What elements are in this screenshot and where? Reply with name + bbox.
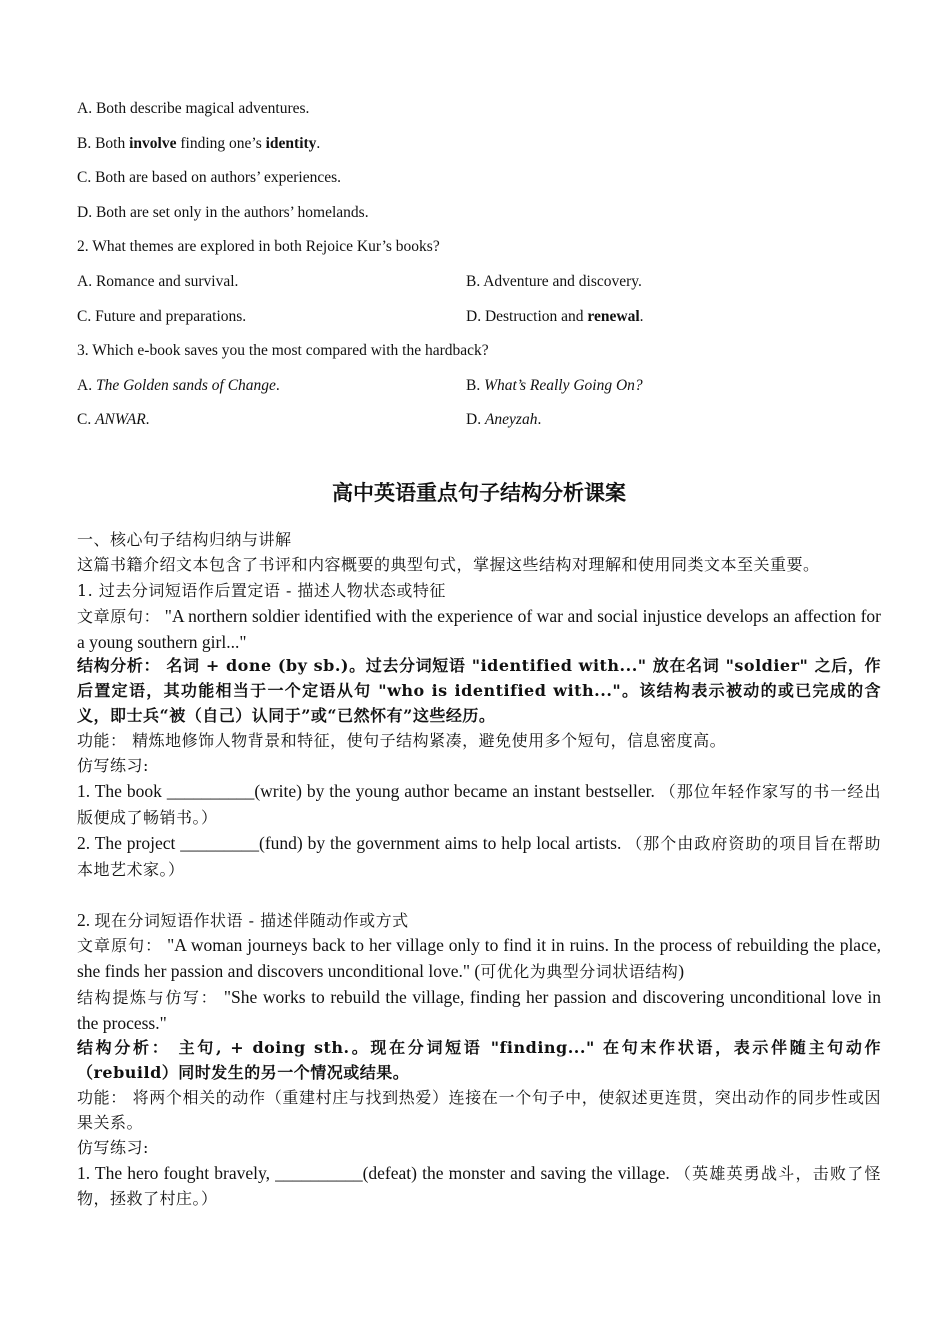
original-sentence: "A northern soldier identified with the experience of war and social injustice develops an affection for a young southern girl..." [77, 605, 881, 652]
q1-option-c-text: C. Both are based on authors’ experiences. [77, 169, 341, 187]
q2-options-row-2 [77, 300, 881, 335]
q2-option-d-end: . [639, 307, 644, 325]
q3-option-d [466, 403, 541, 438]
q3-option-c [77, 403, 466, 438]
structure-2-heading [77, 908, 881, 934]
original-note: 可优化为典型分词状语结构 [480, 962, 679, 982]
q1-option-b-prefix: B. Both [77, 134, 130, 152]
structure-2-analysis: 结构分析： 主句, + doing sth.。现在分词短语 "finding..." 在句末作状语，表示伴随主句动作（rebuild）同时发生的另一个情况或结果。 [77, 1038, 881, 1082]
q3-option-c-prefix: C. [77, 411, 96, 429]
q3-options-row-1 [77, 369, 881, 404]
structure-1-analysis: 结构分析： 名词 + done (by sb.)。过去分词短语 "identified with..." 放在名词 "soldier" 之后，作后置定语，其功能相当于一个定语从句 "who is identified with..."。该结构表示被动的或已完成的含义，即士兵“被（自己）认同于”或“已然怀有”这些经历。 [77, 656, 881, 726]
structure-1-exercise-1 [77, 779, 881, 831]
blank-line [77, 883, 881, 908]
document-page [77, 92, 881, 1212]
q2-option-d-prefix: D. Destruction and [466, 307, 588, 325]
q3-option-d-title: Aneyzah [484, 411, 538, 429]
structure-2-refined [77, 985, 881, 1036]
structure-1-practice-label: 仿写练习: [77, 756, 149, 776]
q1-option-b-middle: finding one’s [176, 134, 266, 152]
structure-1-heading [77, 578, 881, 604]
bold-word-renewal: renewal [587, 307, 640, 325]
structure-2-heading-text: 现在分词短语作状语 - 描述伴随动作或方式 [94, 910, 409, 930]
original-note-end: ) [678, 961, 685, 982]
lesson-body [77, 528, 881, 1212]
q1-option-b-end: . [316, 134, 321, 152]
structure-1-original [77, 604, 881, 655]
q3-option-b-title: What’s Really Going On? [484, 376, 643, 394]
structure-1-heading-text: 1. 过去分词短语作后置定语 - 描述人物状态或特征 [77, 580, 446, 600]
structure-2-practice-label: 仿写练习: [77, 1137, 149, 1157]
q3-stem-text: 3. Which e-book saves you the most compared with the hardback? [77, 342, 489, 360]
exercise-1-translation: （那位年轻作家写的书一经出版便成了畅销书。） [77, 782, 881, 827]
structure-1-exercise-2 [77, 831, 881, 883]
intro-paragraph: 这篇书籍介绍文本包含了书评和内容概要的典型句式，掌握这些结构对理解和使用同类文本至关重要。 [77, 554, 820, 574]
q1-option-c [77, 161, 881, 196]
q3-option-b-prefix: B. [466, 376, 485, 394]
q3-option-a [77, 369, 466, 404]
structure-2-function: 功能： 将两个相关的动作（重建村庄与找到热爱）连接在一个句子中，使叙述更连贯，突出动作的同步性或因果关系。 [77, 1087, 881, 1132]
bold-word-involve: involve [129, 134, 177, 152]
q1-option-d [77, 196, 881, 231]
q1-option-a [77, 92, 881, 127]
original-label: 文章原句： [77, 606, 161, 626]
q1-option-a-text: A. Both describe magical adventures. [77, 100, 310, 117]
q2-option-d [466, 300, 644, 335]
q3-option-c-title: ANWAR [95, 411, 146, 429]
original-sentence: "A woman journeys back to her village only to find it in ruins. In the process of rebuilding the place, she finds her passion and discovers unconditional love." ( [77, 935, 881, 982]
exercise-2-sentence: 2. The project _________(fund) by the government aims to help local artists. [77, 832, 627, 853]
q3-option-c-end: . [145, 411, 150, 429]
refined-sentence: "She works to rebuild the village, finding her passion and discovering unconditional love in the process." [77, 987, 881, 1034]
q2-options-row-1 [77, 265, 881, 300]
q2-option-a: A. Romance and survival. [77, 272, 239, 290]
lesson-title: 高中英语重点句子结构分析课案 [332, 480, 626, 505]
section-heading: 一、核心句子结构归纳与讲解 [77, 529, 292, 549]
q3-option-a-title: The Golden sands of Change [95, 376, 276, 394]
original-label: 文章原句： [77, 936, 163, 956]
q2-stem-text: 2. What themes are explored in both Rejoice Kur’s books? [77, 238, 440, 256]
q2-option-b: B. Adventure and discovery. [466, 272, 642, 290]
q1-option-d-text: D. Both are set only in the authors’ homelands. [77, 203, 369, 221]
q2-stem [77, 230, 881, 265]
q3-option-d-end: . [537, 411, 542, 429]
exercise-1-translation: （英雄英勇战斗，击败了怪物，拯救了村庄。） [77, 1163, 881, 1209]
structure-2-number: 2. [77, 909, 95, 930]
q3-options-row-2 [77, 403, 881, 438]
q3-stem [77, 334, 881, 369]
refined-label: 结构提炼与仿写： [77, 988, 219, 1008]
structure-2-original [77, 933, 881, 985]
exercise-1-sentence: 1. The hero fought bravely, __________(defeat) the monster and saving the village. [77, 1162, 675, 1183]
q3-option-d-prefix: D. [466, 411, 485, 429]
q2-option-c: C. Future and preparations. [77, 307, 247, 325]
q3-option-a-end: . [275, 376, 280, 394]
q1-option-b [77, 127, 881, 162]
exercise-1-sentence: 1. The book __________(write) by the young author became an instant bestseller. [77, 781, 660, 801]
bold-word-identity: identity [265, 134, 317, 152]
structure-1-function: 功能： 精炼地修饰人物背景和特征，使句子结构紧凑，避免使用多个短句，信息密度高。 [77, 731, 727, 751]
q3-option-b [466, 369, 643, 404]
structure-2-exercise-1 [77, 1161, 881, 1213]
exercise-2-translation: （那个由政府资助的项目旨在帮助本地艺术家。） [77, 833, 881, 879]
q3-option-a-prefix: A. [77, 376, 96, 394]
